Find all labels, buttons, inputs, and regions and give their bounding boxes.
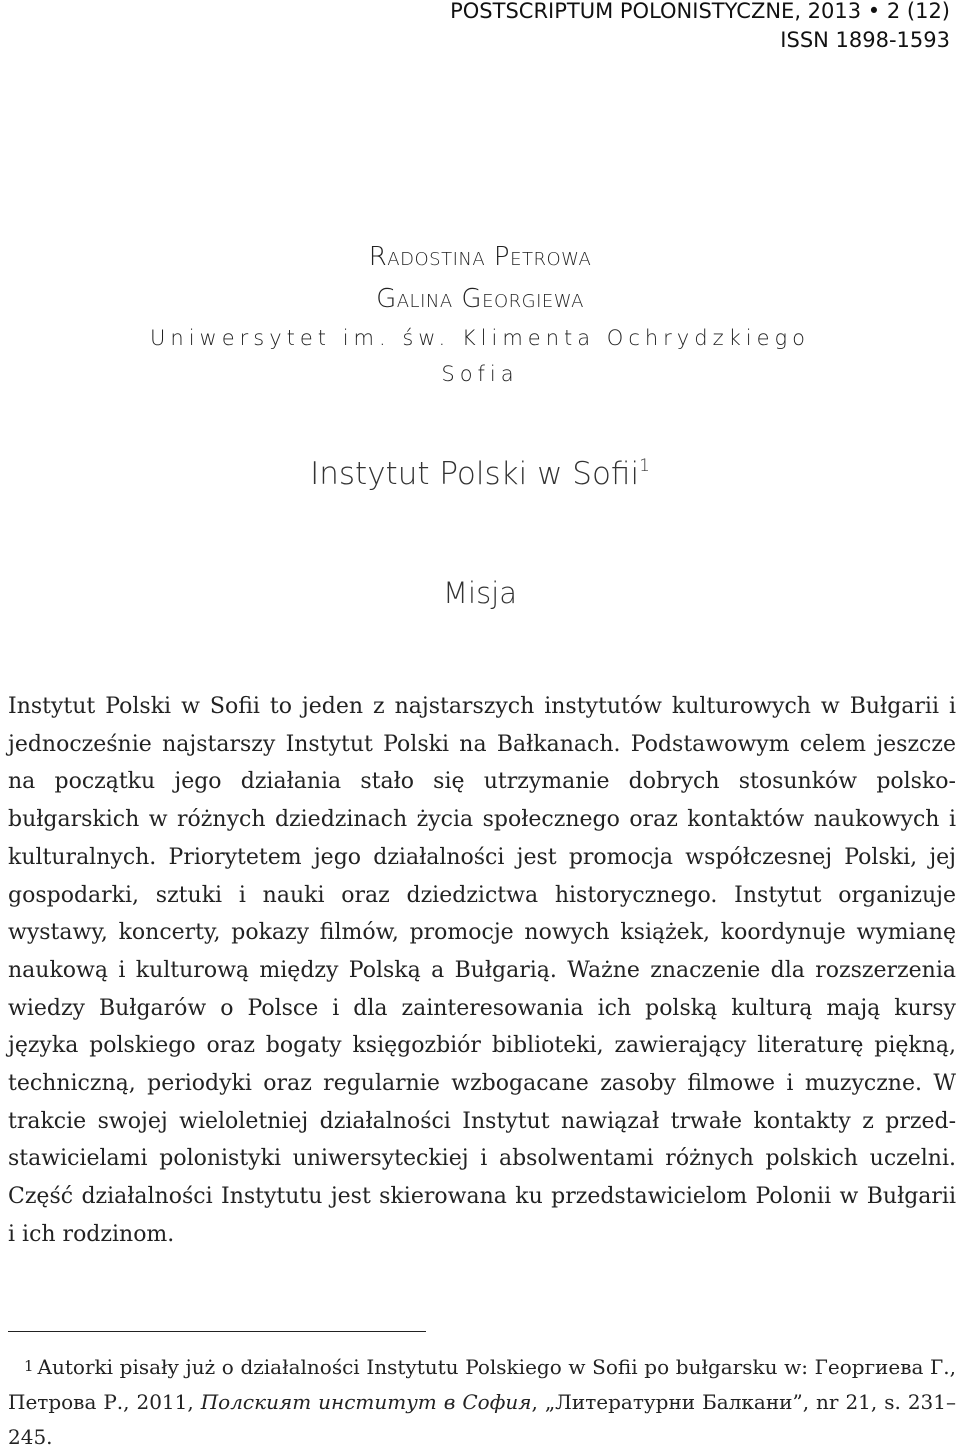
- footnote-number: 1: [24, 1357, 34, 1375]
- footnote-cited-title: Полският институт в София: [200, 1390, 532, 1414]
- author-name: Galina Georgiewa: [376, 284, 584, 314]
- footnote-text-end: , „Литературни Балкани”, nr 21, s. 231–245.: [8, 1390, 957, 1449]
- affiliation: Uniwersytet im. św. Klimenta Ochrydzkiego: [150, 326, 810, 350]
- journal-header: [450, 0, 950, 55]
- body-paragraph: Instytut Polski w Sofii to jeden z najstarszych instytutów kulturowych w Bułgarii i jednocześnie najstarszy Instytut Polski na Bałkanach. Podstawowym celem jeszcze na początku jego działania stało się utrzymanie dobrych stosunków polsko-bułgarskich w różnych dziedzinach życia społecznego oraz kontaktów naukowych i kulturalnych. Priorytetem jego działalności jest promocja współczesnej Polski, jej gospodarki, sztuki i nauki oraz dziedzictwa historycznego. Instytut organizuje wystawy, koncerty, pokazy filmów, promocje nowych książek, koordynuje wymianę naukową i kulturową między Polską a Bułgarią. Ważne znaczenie dla rozszerzenia wiedzy Bułgarów o Polsce i dla zainteresowania ich polską kulturą mają kursy języka polskiego oraz bogaty księgozbiór biblioteki, zawierający literaturę piękną, techniczną, periodyki oraz regularnie wzbogacane zasoby filmowe i muzyczne. W trakcie swojej wieloletniej działalności Instytut nawiązał trwałe kontakty z przedstawicielami polonistyki uniwersyteckiej i absolwentami różnych polskich uczelni. Część działalności Instytutu jest skierowana ku przedstawicielom Polonii w Bułgarii i ich rodzinom.: [8, 694, 956, 1247]
- section-heading: Misja: [442, 576, 517, 610]
- footnote: [8, 1349, 956, 1455]
- issn: ISSN 1898-1593: [780, 28, 950, 52]
- footnote-text: Autorki pisały już o działalności Instytutu Polskiego w Sofii po bułgarsku w: Георгиева Г., Петрова Р., 2011,: [8, 1355, 956, 1414]
- author-block: [0, 236, 960, 392]
- journal-title: POSTSCRIPTUM POLONISTYCZNE, 2013 • 2 (12): [450, 0, 950, 23]
- footnote-ref[interactable]: 1: [639, 456, 650, 476]
- affiliation-city: Sofia: [441, 362, 519, 386]
- article-title-text: Instytut Polski w Sofii: [310, 456, 640, 492]
- footnote-divider: [8, 1331, 426, 1332]
- author-name: Radostina Petrowa: [368, 242, 592, 272]
- article-title: [0, 456, 960, 492]
